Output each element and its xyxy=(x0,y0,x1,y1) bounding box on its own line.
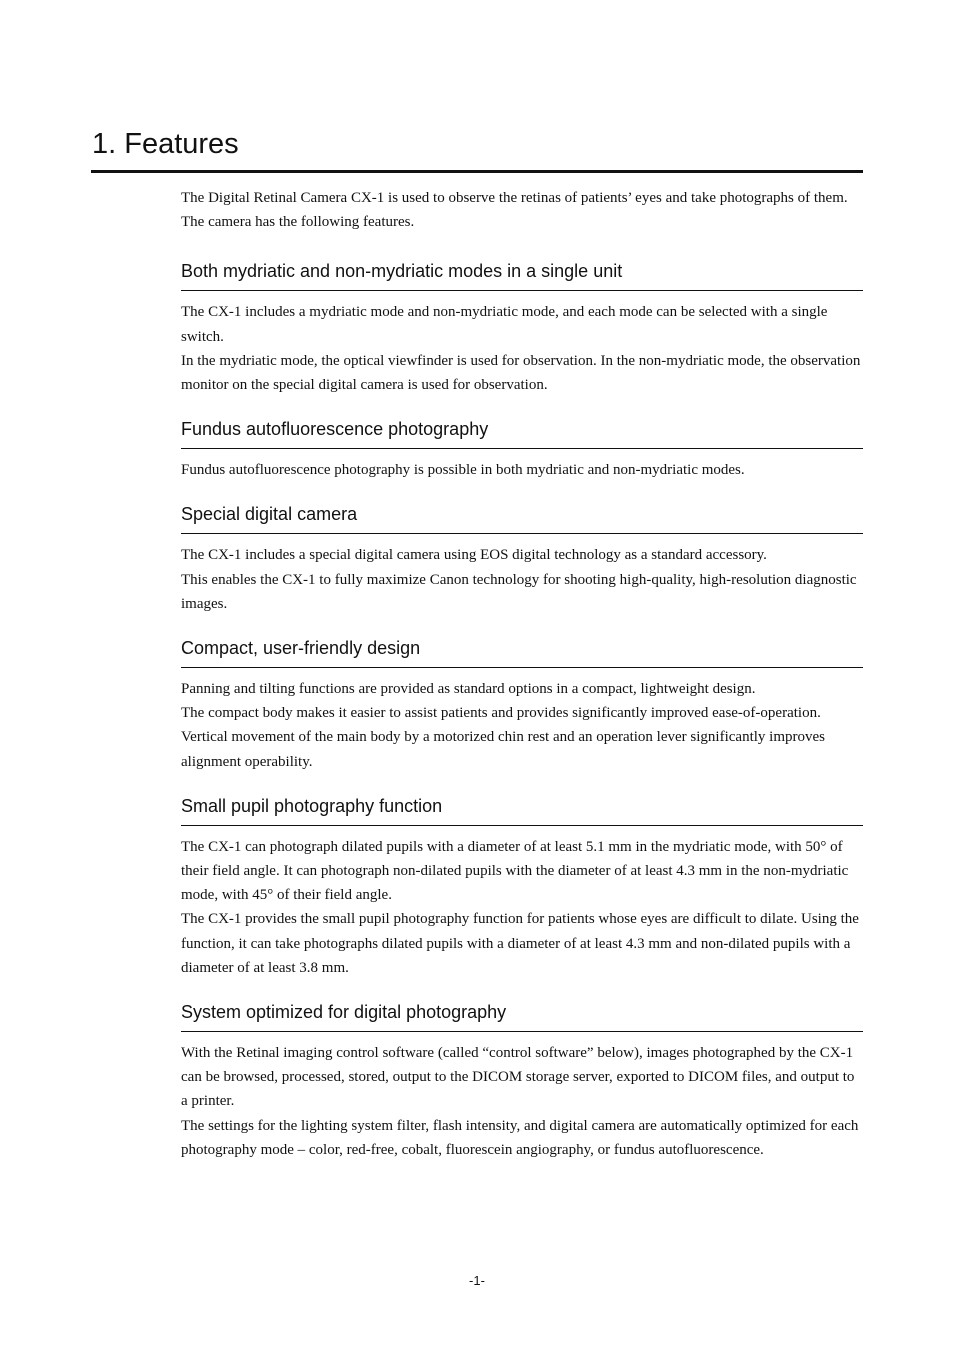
section-paragraph: Vertical movement of the main body by a motorized chin rest and an operation lever significantly improves alignment operability. xyxy=(181,729,825,770)
section-paragraph: The CX-1 provides the small pupil photography function for patients whose eyes are difficult to dilate. Using the function, it can take photographs dilated pupils with a diameter of at least 4.3 mm and non-dilated pupils with a diameter of at least 3.8 mm. xyxy=(181,911,859,976)
section-divider xyxy=(181,1031,863,1032)
section-heading: Special digital camera xyxy=(181,504,358,525)
document-body xyxy=(181,186,863,1183)
section-paragraph: In the mydriatic mode, the optical viewfinder is used for observation. In the non-mydriatic mode, the observation monitor on the special digital camera is used for observation. xyxy=(181,352,861,394)
section-paragraph: With the Retinal imaging control software (called “control software” below), images photographed by the CX-1 can be browsed, processed, stored, output to the DICOM storage server, exported to DICOM files, and output to a printer. xyxy=(181,1045,855,1110)
title-divider xyxy=(91,170,863,173)
section-heading: Compact, user-friendly design xyxy=(181,638,421,659)
section-paragraph: The CX-1 can photograph dilated pupils with a diameter of at least 5.1 mm in the mydriatic mode, with 50° of their field angle. It can photograph non-dilated pupils with the diameter of at least 4.3 mm in the non-mydriatic mode, with 45° of their field angle. xyxy=(181,838,849,904)
section-paragraph: The compact body makes it easier to assist patients and provides significantly improved ease-of-operation. xyxy=(181,705,821,722)
section-divider xyxy=(181,448,863,449)
section-compact-design xyxy=(181,637,863,774)
section-digital-system xyxy=(181,1001,863,1162)
section-paragraph: The CX-1 includes a special digital camera using EOS digital technology as a standard accessory. xyxy=(181,547,767,564)
intro-paragraph: The Digital Retinal Camera CX-1 is used to observe the retinas of patients’ eyes and take photographs of them. The camera has the following features. xyxy=(181,190,848,231)
section-small-pupil xyxy=(181,795,863,980)
section-mydriatic-modes xyxy=(181,260,863,397)
section-paragraph: The settings for the lighting system filter, flash intensity, and digital camera are automatically optimized for each photography mode – color, red-free, cobalt, fluorescein angiography, or fundus autofluorescence. xyxy=(181,1117,859,1158)
section-heading: System optimized for digital photography xyxy=(181,1002,507,1023)
section-digital-camera xyxy=(181,503,863,616)
section-paragraph: Panning and tilting functions are provided as standard options in a compact, lightweight design. xyxy=(181,681,756,698)
section-paragraph: The CX-1 includes a mydriatic mode and non-mydriatic mode, and each mode can be selected with a single switch. xyxy=(181,304,828,345)
section-divider xyxy=(181,825,863,826)
section-heading: Small pupil photography function xyxy=(181,795,443,816)
section-divider xyxy=(181,667,863,668)
section-heading: Fundus autofluorescence photography xyxy=(181,419,489,440)
page-title: 1. Features xyxy=(92,128,239,160)
section-autofluorescence xyxy=(181,418,863,482)
section-divider xyxy=(181,533,863,534)
section-heading: Both mydriatic and non-mydriatic modes in a single unit xyxy=(181,261,623,282)
section-divider xyxy=(181,290,863,291)
section-paragraph: This enables the CX-1 to fully maximize Canon technology for shooting high-quality, high-resolution diagnostic images. xyxy=(181,571,857,612)
section-paragraph: Fundus autofluorescence photography is possible in both mydriatic and non-mydriatic modes. xyxy=(181,462,745,479)
page-number: -1- xyxy=(469,1273,485,1288)
